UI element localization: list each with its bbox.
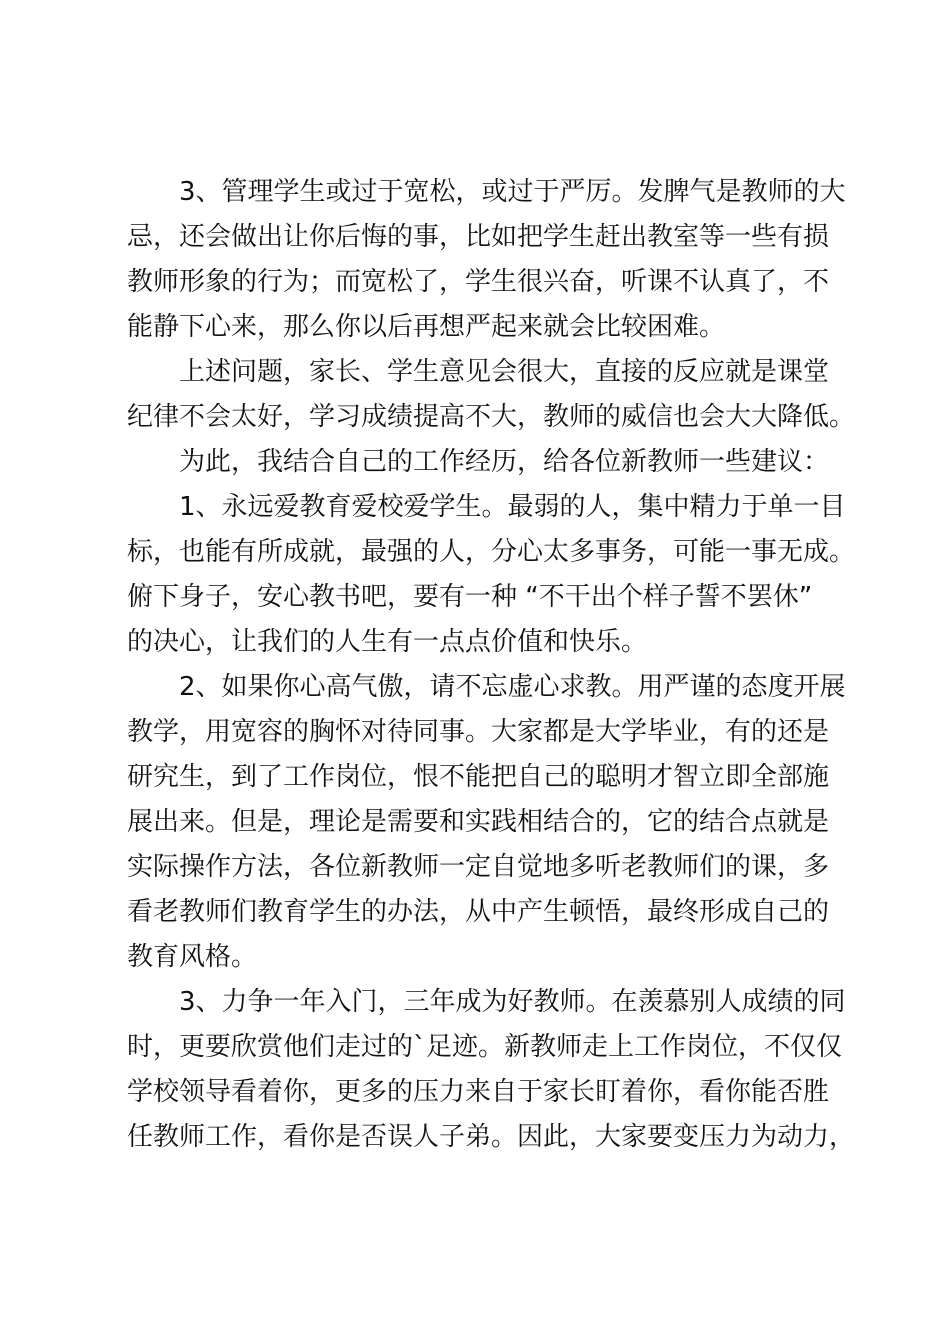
- paragraph-line: 能静下心来，那么你以后再想严起来就会比较困难。: [127, 312, 726, 342]
- paragraph-line: 2、如果你心高气傲，请不忘虚心求教。用严谨的态度开展: [179, 672, 846, 702]
- paragraph-line: 学校领导看着你，更多的压力来自于家长盯着你，看你能否胜: [127, 1077, 830, 1107]
- paragraph-line: 忌，还会做出让你后悔的事，比如把学生赶出教室等一些有损: [127, 222, 830, 252]
- paragraph-line: 实际操作方法，各位新教师一定自觉地多听老教师们的课，多: [127, 852, 830, 882]
- paragraph-line: 教学，用宽容的胸怀对待同事。大家都是大学毕业，有的还是: [127, 717, 830, 747]
- paragraph-line: 纪律不会太好，学习成绩提高不大，教师的威信也会大大降低。: [127, 402, 856, 432]
- paragraph-line: 时，更要欣赏他们走过的`足迹。新教师走上工作岗位，不仅仅: [127, 1032, 843, 1062]
- paragraph-line: 任教师工作，看你是否误人子弟。因此，大家要变压力为动力，: [127, 1122, 856, 1152]
- paragraph-line: 看老教师们教育学生的办法，从中产生顿悟，最终形成自己的: [127, 897, 830, 927]
- paragraph-line: 的决心，让我们的人生有一点点价值和快乐。: [127, 627, 648, 657]
- paragraph-line: 3、力争一年入门，三年成为好教师。在羡慕别人成绩的同: [179, 987, 846, 1017]
- paragraph-line: 研究生，到了工作岗位，恨不能把自己的聪明才智立即全部施: [127, 762, 830, 792]
- paragraph-line: 上述问题，家长、学生意见会很大，直接的反应就是课堂: [179, 357, 830, 387]
- paragraph-line: 3、管理学生或过于宽松，或过于严厉。发脾气是教师的大: [179, 177, 846, 207]
- paragraph-line: 展出来。但是，理论是需要和实践相结合的，它的结合点就是: [127, 807, 830, 837]
- paragraph-line: 1、永远爱教育爱校爱学生。最弱的人，集中精力于单一目: [179, 492, 846, 522]
- paragraph-line: 为此，我结合自己的工作经历，给各位新教师一些建议：: [179, 447, 830, 477]
- paragraph-line: 标，也能有所成就，最强的人，分心太多事务，可能一事无成。: [127, 537, 856, 567]
- document-body: [127, 170, 856, 1160]
- paragraph-line: 教师形象的行为；而宽松了，学生很兴奋，听课不认真了，不: [127, 267, 830, 297]
- paragraph-line: 教育风格。: [127, 942, 258, 972]
- paragraph-line: 俯下身子，安心教书吧，要有一种 “不干出个样子誓不罢休”: [127, 582, 813, 612]
